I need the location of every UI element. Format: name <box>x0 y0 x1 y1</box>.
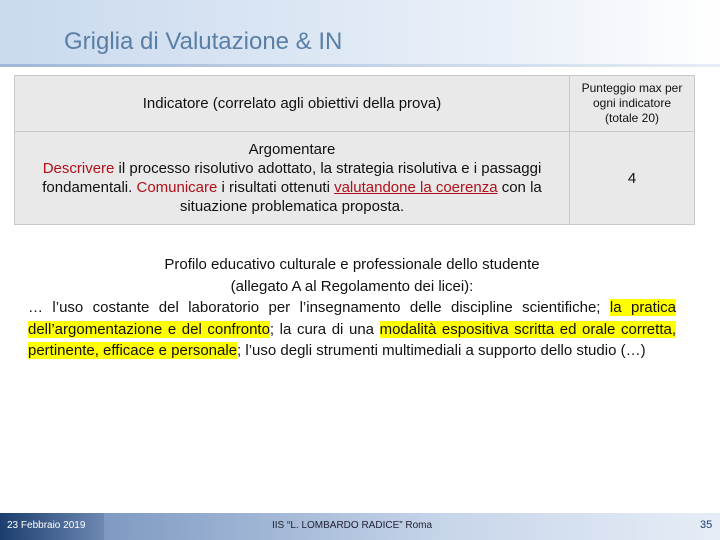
indicator-text-1: il processo risolutivo adottato, la strategia risolutiva e i passaggi fondamentali. <box>42 160 542 196</box>
header-max-line2: ogni indicatore <box>592 96 672 110</box>
profile-title <box>28 254 676 297</box>
profile-text-3: ; l’uso degli strumenti multimediali a supporto dello studio (…) <box>237 342 646 359</box>
indicator-description <box>15 132 570 225</box>
slide-title: Griglia di Valutazione & IN <box>64 28 343 55</box>
footer-school: IIS “L. LOMBARDO RADICE” Roma <box>272 520 433 531</box>
profile-text-1: … l’uso costante del laboratorio per l’insegnamento delle discipline scientifiche; <box>28 299 610 316</box>
table-header-row <box>15 76 695 132</box>
footer-date: 23 Febbraio 2019 <box>7 520 86 531</box>
profile-highlight-2: modalità espositiva scritta ed orale corretta, pertinente, efficace e personale <box>28 320 676 359</box>
title-divider <box>0 64 720 67</box>
profile-paragraph <box>28 297 676 362</box>
profile-text-2: ; la cura di una <box>269 320 380 338</box>
header-max-line3: (totale 20) <box>604 111 660 125</box>
profile-title-line2: (allegato A al Regolamento dei licei): <box>230 277 474 295</box>
header-max-score <box>570 76 695 132</box>
header-indicator: Indicatore (correlato agli obiettivi della prova) <box>15 76 570 132</box>
keyword-descrivere: Descrivere <box>42 160 115 177</box>
indicator-text-3: con la situazione problematica proposta. <box>179 179 542 215</box>
page-number: 35 <box>700 519 713 531</box>
profile-highlight-1: la pratica dell’argomentazione e del confronto <box>28 299 676 338</box>
indicator-score: 4 <box>570 132 695 225</box>
table-row <box>15 132 695 225</box>
keyword-valutandone: valutandone la coerenza <box>334 179 498 196</box>
profile-title-line1: Profilo educativo culturale e professionale dello studente <box>164 256 540 273</box>
keyword-comunicare: Comunicare <box>136 179 218 196</box>
indicator-title: Argomentare <box>248 141 336 158</box>
profile-section <box>28 254 676 362</box>
indicator-text-2: i risultati ottenuti <box>217 179 335 196</box>
evaluation-table <box>14 75 695 225</box>
header-max-line1: Punteggio max per <box>581 81 683 95</box>
